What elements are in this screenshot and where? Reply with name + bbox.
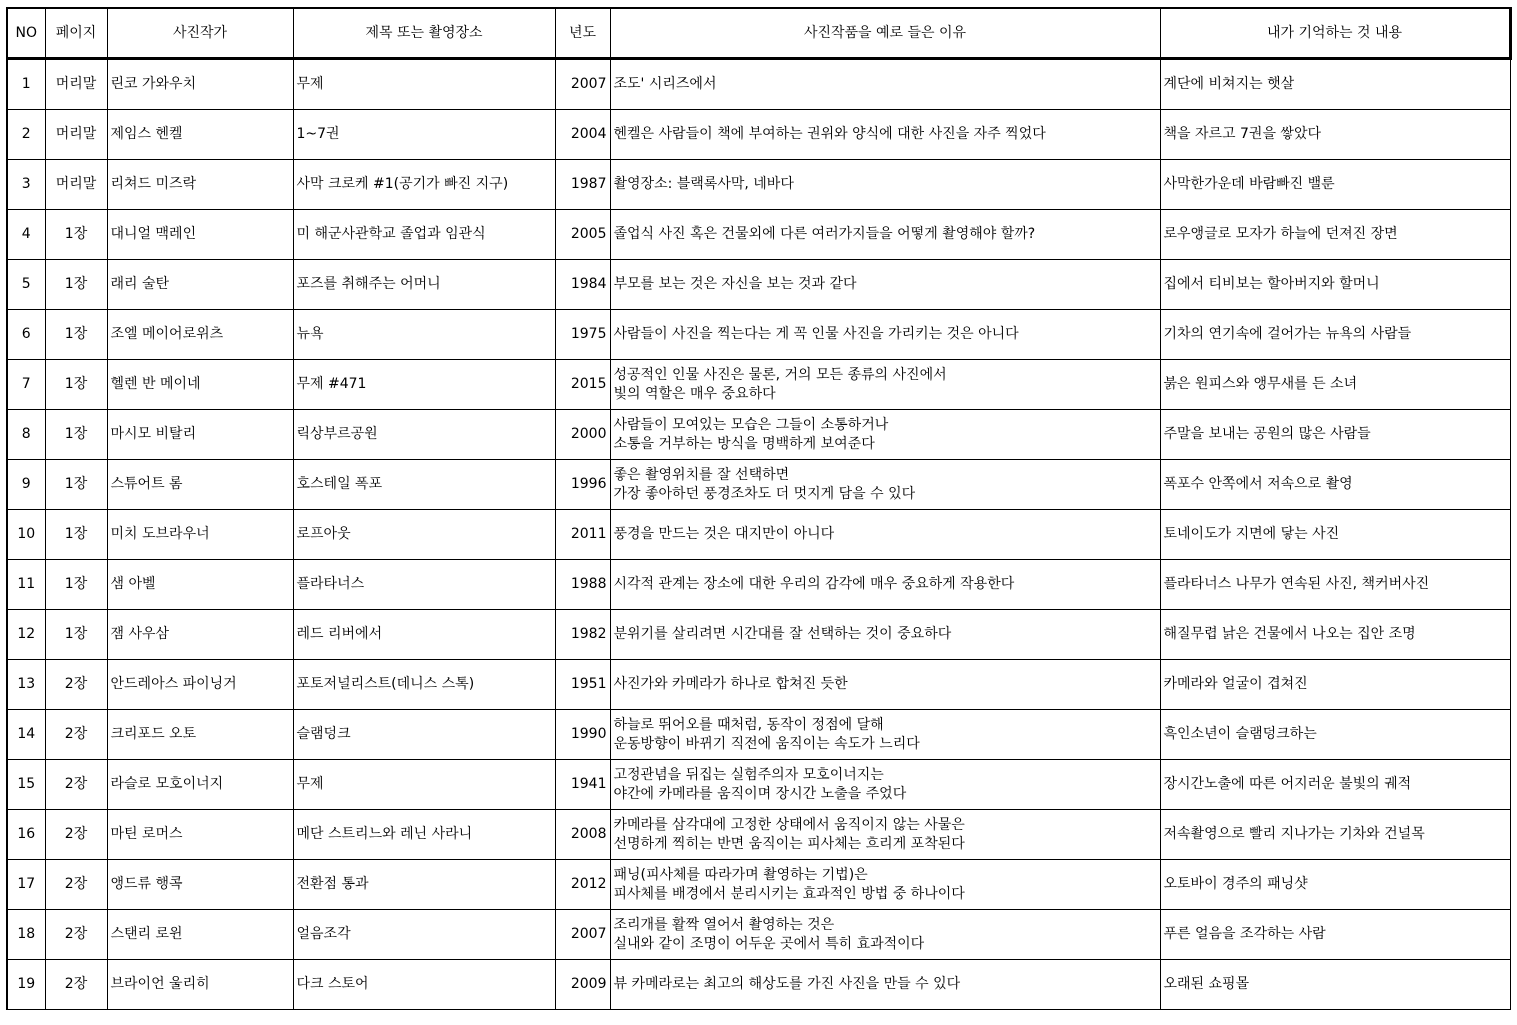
cell-photographer[interactable]: 제임스 헨켈: [107, 110, 293, 160]
cell-memory[interactable]: 계단에 비쳐지는 햇살: [1160, 59, 1510, 110]
cell-title-location[interactable]: 슬램덩크: [293, 710, 555, 760]
table-row: [7, 210, 1510, 260]
cell-reason[interactable]: [610, 510, 1160, 560]
reason-line: 헨켈은 사람들이 책에 부여하는 권위와 양식에 대한 사진을 자주 찍었다: [613, 126, 1046, 142]
cell-memory[interactable]: 토네이도가 지면에 닿는 사진: [1160, 510, 1510, 560]
cell-no[interactable]: 16: [7, 810, 45, 860]
cell-memory[interactable]: 로우앵글로 모자가 하늘에 던져진 장면: [1160, 210, 1510, 260]
cell-reason[interactable]: [610, 810, 1160, 860]
cell-page[interactable]: 1장: [45, 560, 107, 610]
reason-line: 피사체를 배경에서 분리시키는 효과적인 방법 중 하나이다: [613, 885, 965, 902]
header-year[interactable]: 년도: [555, 8, 610, 59]
table-row: [7, 460, 1510, 510]
cell-page[interactable]: 1장: [45, 410, 107, 460]
cell-photographer[interactable]: 스탠리 로윈: [107, 910, 293, 960]
cell-page[interactable]: 머리말: [45, 59, 107, 110]
cell-no[interactable]: 11: [7, 560, 45, 610]
reason-line: 빛의 역할은 매우 중요하다: [613, 385, 776, 402]
cell-title-location[interactable]: 플라타너스: [293, 560, 555, 610]
cell-reason[interactable]: [610, 610, 1160, 660]
reason-line: 실내와 같이 조명이 어두운 곳에서 특히 효과적이다: [613, 935, 925, 952]
table-row: [7, 560, 1510, 610]
cell-year[interactable]: 1975: [555, 310, 610, 360]
cell-reason[interactable]: [610, 210, 1160, 260]
reason-line: 좋은 촬영위치를 잘 선택하면: [613, 466, 790, 483]
cell-memory[interactable]: 해질무렵 낡은 건물에서 나오는 집안 조명: [1160, 610, 1510, 660]
cell-photographer[interactable]: 브라이언 울리히: [107, 960, 293, 1010]
cell-photographer[interactable]: 헬렌 반 메이네: [107, 360, 293, 410]
cell-title-location[interactable]: 얼음조각: [293, 910, 555, 960]
cell-memory[interactable]: 저속촬영으로 빨리 지나가는 기차와 건널목: [1160, 810, 1510, 860]
cell-year[interactable]: 1988: [555, 560, 610, 610]
table-row: [7, 510, 1510, 560]
cell-photographer[interactable]: 마틴 로머스: [107, 810, 293, 860]
reason-line: 선명하게 찍히는 반면 움직이는 피사체는 흐리게 포착된다: [613, 835, 965, 852]
table-row: [7, 710, 1510, 760]
cell-year[interactable]: 2011: [555, 510, 610, 560]
cell-year[interactable]: 1984: [555, 260, 610, 310]
cell-title-location[interactable]: 전환점 통과: [293, 860, 555, 910]
cell-no[interactable]: 6: [7, 310, 45, 360]
reason-line: 졸업식 사진 혹은 건물외에 다른 여러가지들을 어떻게 촬영해야 할까?: [613, 226, 1036, 242]
cell-no[interactable]: 13: [7, 660, 45, 710]
cell-photographer[interactable]: 라슬로 모호이너지: [107, 760, 293, 810]
cell-reason[interactable]: [610, 560, 1160, 610]
cell-reason[interactable]: [610, 160, 1160, 210]
reason-line: 카메라를 삼각대에 고정한 상태에서 움직이지 않는 사물은: [613, 816, 965, 833]
cell-memory[interactable]: 오래된 쇼핑몰: [1160, 960, 1510, 1010]
cell-memory[interactable]: 플라타너스 나무가 연속된 사진, 책커버사진: [1160, 560, 1510, 610]
cell-memory[interactable]: 주말을 보내는 공원의 많은 사람들: [1160, 410, 1510, 460]
cell-title-location[interactable]: 미 해군사관학교 졸업과 임관식: [293, 210, 555, 260]
cell-title-location[interactable]: 호스테일 폭포: [293, 460, 555, 510]
header-page[interactable]: 페이지: [45, 8, 107, 59]
photo-reference-table: [6, 7, 1512, 1010]
cell-year[interactable]: 1996: [555, 460, 610, 510]
cell-year[interactable]: 2007: [555, 59, 610, 110]
header-photographer[interactable]: 사진작가: [107, 8, 293, 59]
cell-title-location[interactable]: 로프아웃: [293, 510, 555, 560]
cell-photographer[interactable]: 스튜어트 롬: [107, 460, 293, 510]
cell-photographer[interactable]: 잼 사우삼: [107, 610, 293, 660]
cell-memory[interactable]: 장시간노출에 따른 어지러운 불빛의 궤적: [1160, 760, 1510, 810]
cell-year[interactable]: 1990: [555, 710, 610, 760]
cell-page[interactable]: 1장: [45, 260, 107, 310]
cell-title-location[interactable]: 레드 리버에서: [293, 610, 555, 660]
cell-no[interactable]: 19: [7, 960, 45, 1010]
cell-year[interactable]: 1982: [555, 610, 610, 660]
cell-no[interactable]: 9: [7, 460, 45, 510]
cell-title-location[interactable]: 무제 #471: [293, 360, 555, 410]
reason-line: 하늘로 뛰어오를 때처럼, 동작이 정점에 달해: [613, 716, 884, 733]
cell-memory[interactable]: 카메라와 얼굴이 겹쳐진: [1160, 660, 1510, 710]
cell-year[interactable]: 2007: [555, 910, 610, 960]
cell-no[interactable]: 14: [7, 710, 45, 760]
cell-no[interactable]: 15: [7, 760, 45, 810]
reason-line: 운동방향이 바뀌기 직전에 움직이는 속도가 느리다: [613, 735, 920, 752]
cell-memory[interactable]: 흑인소년이 슬램덩크하는: [1160, 710, 1510, 760]
cell-page[interactable]: 머리말: [45, 160, 107, 210]
reason-line: 조도' 시리즈에서: [613, 76, 717, 92]
cell-memory[interactable]: 붉은 원피스와 앵무새를 든 소녀: [1160, 360, 1510, 410]
table-row: [7, 960, 1510, 1010]
table-row: [7, 160, 1510, 210]
cell-no[interactable]: 2: [7, 110, 45, 160]
cell-year[interactable]: 2004: [555, 110, 610, 160]
header-reason[interactable]: 사진작품을 예로 들은 이유: [610, 8, 1160, 59]
cell-photographer[interactable]: 미치 도브라우너: [107, 510, 293, 560]
cell-title-location[interactable]: 메단 스트리느와 레닌 사라니: [293, 810, 555, 860]
cell-reason[interactable]: [610, 960, 1160, 1010]
cell-page[interactable]: 1장: [45, 210, 107, 260]
cell-photographer[interactable]: 안드레아스 파이닝거: [107, 660, 293, 710]
header-row: [7, 8, 1510, 59]
cell-page[interactable]: 1장: [45, 610, 107, 660]
cell-year[interactable]: 2005: [555, 210, 610, 260]
cell-reason[interactable]: [610, 260, 1160, 310]
cell-reason[interactable]: [610, 360, 1160, 410]
table-row: [7, 860, 1510, 910]
cell-reason[interactable]: [610, 910, 1160, 960]
cell-page[interactable]: 2장: [45, 810, 107, 860]
header-memory[interactable]: 내가 기억하는 것 내용: [1160, 8, 1510, 59]
table-row: [7, 110, 1510, 160]
cell-photographer[interactable]: 앵드류 행콕: [107, 860, 293, 910]
reason-line: 조리개를 활짝 열어서 촬영하는 것은: [613, 916, 835, 933]
cell-memory[interactable]: 집에서 티비보는 할아버지와 할머니: [1160, 260, 1510, 310]
cell-title-location[interactable]: 릭상부르공원: [293, 410, 555, 460]
cell-reason[interactable]: [610, 760, 1160, 810]
cell-memory[interactable]: 폭포수 안쪽에서 저속으로 촬영: [1160, 460, 1510, 510]
table-row: [7, 610, 1510, 660]
cell-photographer[interactable]: 크리포드 오토: [107, 710, 293, 760]
cell-photographer[interactable]: 래리 술탄: [107, 260, 293, 310]
cell-page[interactable]: 2장: [45, 660, 107, 710]
cell-title-location[interactable]: 포토저널리스트(데니스 스톡): [293, 660, 555, 710]
cell-year[interactable]: 2008: [555, 810, 610, 860]
table-body: [7, 59, 1510, 1010]
cell-page[interactable]: 1장: [45, 460, 107, 510]
reason-line: 고정관념을 뒤집는 실험주의자 모호이너지는: [613, 766, 884, 783]
cell-no[interactable]: 12: [7, 610, 45, 660]
reason-line: 시각적 관계는 장소에 대한 우리의 감각에 매우 중요하게 작용한다: [613, 576, 1015, 592]
cell-year[interactable]: 1951: [555, 660, 610, 710]
cell-memory[interactable]: 책을 자르고 7권을 쌓았다: [1160, 110, 1510, 160]
cell-year[interactable]: 2012: [555, 860, 610, 910]
reason-line: 야간에 카메라를 움직이며 장시간 노출을 주었다: [613, 785, 907, 802]
reason-line: 사진가와 카메라가 하나로 합쳐진 듯한: [613, 676, 848, 692]
cell-no[interactable]: 4: [7, 210, 45, 260]
cell-year[interactable]: 1987: [555, 160, 610, 210]
reason-line: 가장 좋아하던 풍경조차도 더 멋지게 담을 수 있다: [613, 485, 916, 502]
reason-line: 뷰 카메라로는 최고의 해상도를 가진 사진을 만들 수 있다: [613, 976, 961, 992]
cell-no[interactable]: 18: [7, 910, 45, 960]
cell-reason[interactable]: [610, 410, 1160, 460]
cell-year[interactable]: 2009: [555, 960, 610, 1010]
cell-memory[interactable]: 사막한가운데 바람빠진 밸룬: [1160, 160, 1510, 210]
cell-page[interactable]: 머리말: [45, 110, 107, 160]
cell-reason[interactable]: [610, 710, 1160, 760]
reason-line: 촬영장소: 블랙록사막, 네바다: [613, 176, 794, 192]
table-row: [7, 260, 1510, 310]
cell-reason[interactable]: [610, 860, 1160, 910]
header-title-location[interactable]: 제목 또는 촬영장소: [293, 8, 555, 59]
header-no[interactable]: NO: [7, 8, 45, 59]
cell-no[interactable]: 8: [7, 410, 45, 460]
cell-no[interactable]: 1: [7, 59, 45, 110]
cell-page[interactable]: 1장: [45, 310, 107, 360]
table-row: [7, 410, 1510, 460]
cell-year[interactable]: 2015: [555, 360, 610, 410]
cell-year[interactable]: 2000: [555, 410, 610, 460]
cell-no[interactable]: 10: [7, 510, 45, 560]
cell-photographer[interactable]: 조엘 메이어로위츠: [107, 310, 293, 360]
cell-page[interactable]: 2장: [45, 860, 107, 910]
cell-title-location[interactable]: 무제: [293, 760, 555, 810]
cell-photographer[interactable]: 리쳐드 미즈락: [107, 160, 293, 210]
cell-page[interactable]: 2장: [45, 910, 107, 960]
cell-title-location[interactable]: 사막 크로케 #1(공기가 빠진 지구): [293, 160, 555, 210]
reason-line: 부모를 보는 것은 자신을 보는 것과 같다: [613, 276, 857, 292]
cell-title-location[interactable]: 무제: [293, 59, 555, 110]
cell-year[interactable]: 1941: [555, 760, 610, 810]
cell-page[interactable]: 1장: [45, 360, 107, 410]
cell-title-location[interactable]: 1~7권: [293, 110, 555, 160]
cell-no[interactable]: 7: [7, 360, 45, 410]
cell-photographer[interactable]: 린코 가와우치: [107, 59, 293, 110]
cell-reason[interactable]: [610, 59, 1160, 110]
cell-memory[interactable]: 푸른 얼음을 조각하는 사람: [1160, 910, 1510, 960]
cell-title-location[interactable]: 다크 스토어: [293, 960, 555, 1010]
table-row: [7, 310, 1510, 360]
table-row: [7, 810, 1510, 860]
cell-page[interactable]: 2장: [45, 960, 107, 1010]
reason-line: 소통을 거부하는 방식을 명백하게 보여준다: [613, 435, 875, 452]
reason-line: 패닝(피사체를 따라가며 촬영하는 기법)은: [613, 866, 868, 883]
cell-reason[interactable]: [610, 310, 1160, 360]
table-row: [7, 59, 1510, 110]
cell-memory[interactable]: 오토바이 경주의 패닝샷: [1160, 860, 1510, 910]
table-row: [7, 360, 1510, 410]
cell-memory[interactable]: 기차의 연기속에 걸어가는 뉴욕의 사람들: [1160, 310, 1510, 360]
cell-page[interactable]: 2장: [45, 760, 107, 810]
cell-no[interactable]: 17: [7, 860, 45, 910]
reason-line: 풍경을 만드는 것은 대지만이 아니다: [613, 526, 835, 542]
cell-no[interactable]: 3: [7, 160, 45, 210]
cell-page[interactable]: 2장: [45, 710, 107, 760]
cell-page[interactable]: 1장: [45, 510, 107, 560]
table-row: [7, 760, 1510, 810]
cell-reason[interactable]: [610, 110, 1160, 160]
reason-line: 성공적인 인물 사진은 물론, 거의 모든 종류의 사진에서: [613, 366, 947, 383]
cell-reason[interactable]: [610, 460, 1160, 510]
reason-line: 분위기를 살리려면 시간대를 잘 선택하는 것이 중요하다: [613, 626, 952, 642]
cell-title-location[interactable]: 포즈를 취해주는 어머니: [293, 260, 555, 310]
cell-photographer[interactable]: 샘 아벨: [107, 560, 293, 610]
table-row: [7, 910, 1510, 960]
cell-photographer[interactable]: 마시모 비탈리: [107, 410, 293, 460]
reason-line: 사람들이 사진을 찍는다는 게 꼭 인물 사진을 가리키는 것은 아니다: [613, 326, 1019, 342]
cell-no[interactable]: 5: [7, 260, 45, 310]
cell-reason[interactable]: [610, 660, 1160, 710]
cell-title-location[interactable]: 뉴욕: [293, 310, 555, 360]
reason-line: 사람들이 모여있는 모습은 그들이 소통하거나: [613, 416, 889, 433]
cell-photographer[interactable]: 대니얼 맥레인: [107, 210, 293, 260]
table-row: [7, 660, 1510, 710]
